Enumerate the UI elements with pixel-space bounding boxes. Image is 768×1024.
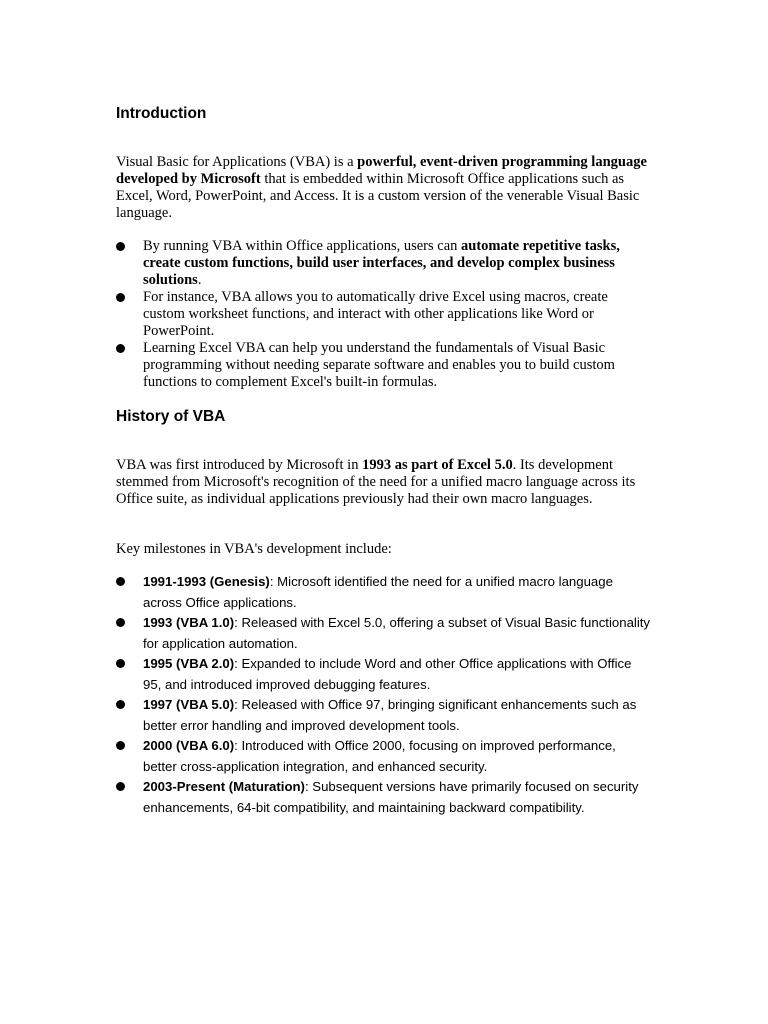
bullet-icon	[116, 293, 125, 302]
history-heading: History of VBA	[116, 408, 226, 425]
milestone-label: 1995 (VBA 2.0)	[143, 656, 235, 671]
bullet-icon	[116, 242, 125, 251]
milestone-label: 1997 (VBA 5.0)	[143, 697, 235, 712]
bullet-text: Learning Excel VBA can help you understand the fundamentals of Visual Basic programming without needing separate software and enables you to build custom functions to complement Excel's built-in formulas.	[143, 340, 615, 390]
list-item	[116, 695, 652, 736]
intro-bold-1: powerful, event-driven programming language developed by Microsoft	[116, 154, 647, 187]
milestone-text: : Microsoft identified the need for a unified macro language across Office applications.	[143, 574, 613, 610]
introduction-bullet-list	[116, 238, 652, 391]
milestone-label: 1991-1993 (Genesis)	[143, 574, 270, 589]
bullet-icon	[116, 741, 125, 750]
introduction-heading: Introduction	[116, 105, 207, 122]
intro-text-1: Visual Basic for Applications (VBA) is a	[116, 154, 358, 170]
list-item	[116, 238, 652, 289]
milestone-text: : Released with Office 97, bringing significant enhancements such as better error handling and improved development tools.	[143, 697, 637, 733]
milestone-text: : Subsequent versions have primarily focused on security enhancements, 64-bit compatibility, and maintaining backward compatibility.	[143, 779, 639, 815]
milestones-bullet-list	[116, 572, 652, 818]
list-item	[116, 572, 652, 613]
intro-text-2: that is embedded within Microsoft Office applications such as Excel, Word, PowerPoint, and Access. It is a custom version of the venerable Visual Basic language.	[116, 171, 640, 221]
list-item	[116, 777, 652, 818]
list-item	[116, 736, 652, 777]
introduction-paragraph	[116, 154, 652, 222]
bullet-icon	[116, 344, 125, 353]
bullet-text: By running VBA within Office applications, users can	[143, 238, 462, 254]
milestone-text: : Introduced with Office 2000, focusing on improved performance, better cross-application integration, and enhanced security.	[143, 738, 616, 774]
bullet-icon	[116, 700, 125, 709]
bullet-text: For instance, VBA allows you to automatically drive Excel using macros, create custom worksheet functions, and interact with other applications like Word or PowerPoint.	[143, 289, 608, 339]
milestone-text: : Expanded to include Word and other Office applications with Office 95, and introduced improved debugging features.	[143, 656, 632, 692]
list-item	[116, 340, 652, 391]
bullet-icon	[116, 577, 125, 586]
milestones-intro: Key milestones in VBA's development include:	[116, 541, 392, 557]
history-text-1: VBA was first introduced by Microsoft in	[116, 457, 363, 473]
milestone-label: 2003-Present (Maturation)	[143, 779, 305, 794]
bullet-bold: automate repetitive tasks, create custom functions, build user interfaces, and develop complex business solutions	[143, 238, 620, 288]
history-paragraph	[116, 457, 652, 508]
milestone-text: : Released with Excel 5.0, offering a subset of Visual Basic functionality for application automation.	[143, 615, 651, 651]
bullet-text: .	[197, 272, 202, 288]
history-bold-1: 1993 as part of Excel 5.0	[362, 457, 513, 473]
list-item	[116, 654, 652, 695]
list-item	[116, 613, 652, 654]
history-text-2: . Its development stemmed from Microsoft's recognition of the need for a unified macro language across its Office suite, as individual applications previously had their own macro languages.	[116, 457, 636, 507]
list-item	[116, 289, 652, 340]
bullet-icon	[116, 782, 125, 791]
bullet-icon	[116, 618, 125, 627]
milestone-label: 2000 (VBA 6.0)	[143, 738, 235, 753]
bullet-icon	[116, 659, 125, 668]
milestone-label: 1993 (VBA 1.0)	[143, 615, 235, 630]
